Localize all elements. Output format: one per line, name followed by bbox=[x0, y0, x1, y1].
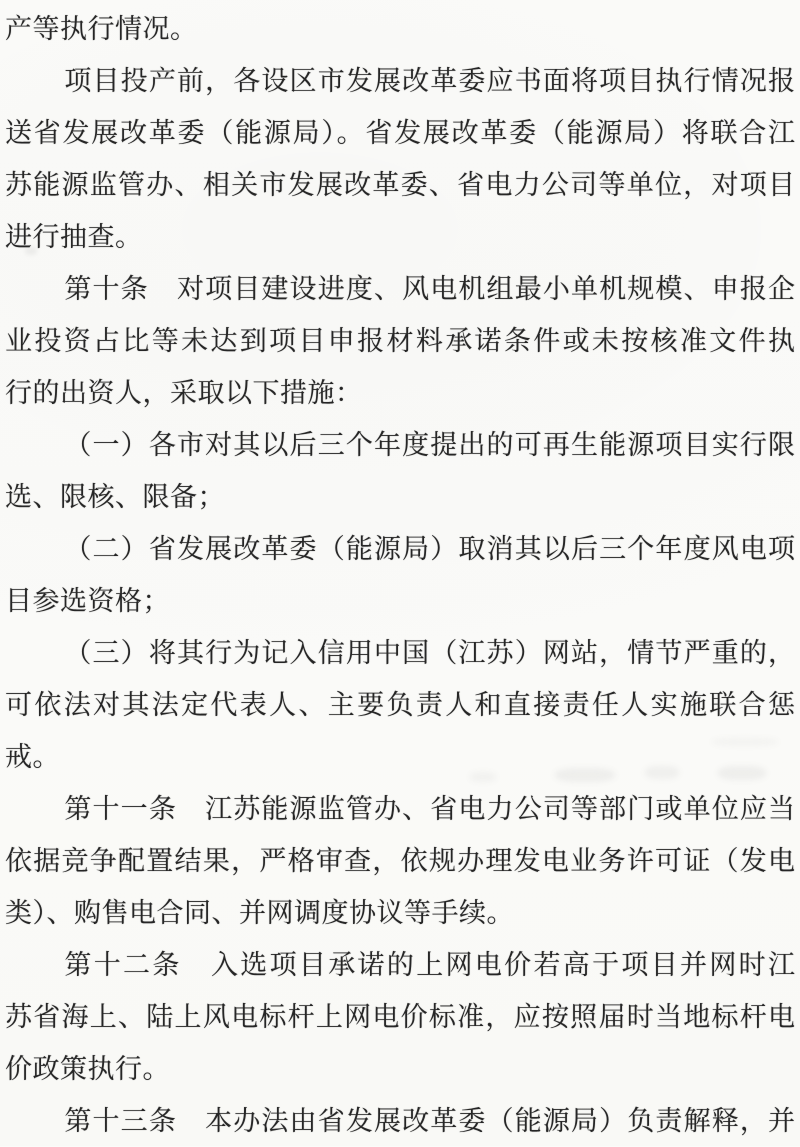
text-line: 第十一条 江苏能源监管办、省电力公司等部门或单位应当 bbox=[64, 794, 795, 824]
text-line: （三）将其行为记入信用中国（江苏）网站，情节严重的， bbox=[64, 638, 795, 668]
text-line: 目参选资格； bbox=[5, 586, 170, 616]
text-line: 可依法对其法定代表人、主要负责人和直接责任人实施联合惩 bbox=[5, 690, 795, 720]
text-line: （一）各市对其以后三个年度提出的可再生能源项目实行限 bbox=[64, 430, 795, 460]
text-line: 苏能源监管办、相关市发展改革委、省电力公司等单位，对项目 bbox=[5, 170, 795, 200]
text-line: 项目投产前，各设区市发展改革委应书面将项目执行情况报 bbox=[64, 66, 795, 96]
text-line: 第十条 对项目建设进度、风电机组最小单机规模、申报企 bbox=[64, 274, 795, 304]
text-line: 进行抽查。 bbox=[5, 222, 143, 252]
text-line: 价政策执行。 bbox=[5, 1054, 170, 1084]
text-line: 依据竞争配置结果，严格审查，依规办理发电业务许可证（发电 bbox=[5, 846, 795, 876]
document-text bbox=[5, 3, 795, 1147]
text-line: 产等执行情况。 bbox=[5, 14, 198, 44]
text-line: （二）省发展改革委（能源局）取消其以后三个年度风电项 bbox=[64, 534, 795, 564]
text-line: 业投资占比等未达到项目申报材料承诺条件或未按核准文件执 bbox=[5, 326, 795, 356]
text-line: 苏省海上、陆上风电标杆上网电价标准，应按照届时当地标杆电 bbox=[5, 1002, 795, 1032]
text-line: 选、限核、限备； bbox=[5, 482, 225, 512]
text-line: 第十二条 入选项目承诺的上网电价若高于项目并网时江 bbox=[64, 950, 795, 980]
text-line: 类）、购售电合同、并网调度协议等手续。 bbox=[5, 898, 514, 928]
text-line: 送省发展改革委（能源局）。省发展改革委（能源局）将联合江 bbox=[5, 118, 795, 148]
text-line: 行的出资人，采取以下措施： bbox=[5, 378, 363, 408]
text-line: 第十三条 本办法由省发展改革委（能源局）负责解释，并 bbox=[64, 1106, 795, 1136]
text-line: 戒。 bbox=[5, 742, 60, 772]
